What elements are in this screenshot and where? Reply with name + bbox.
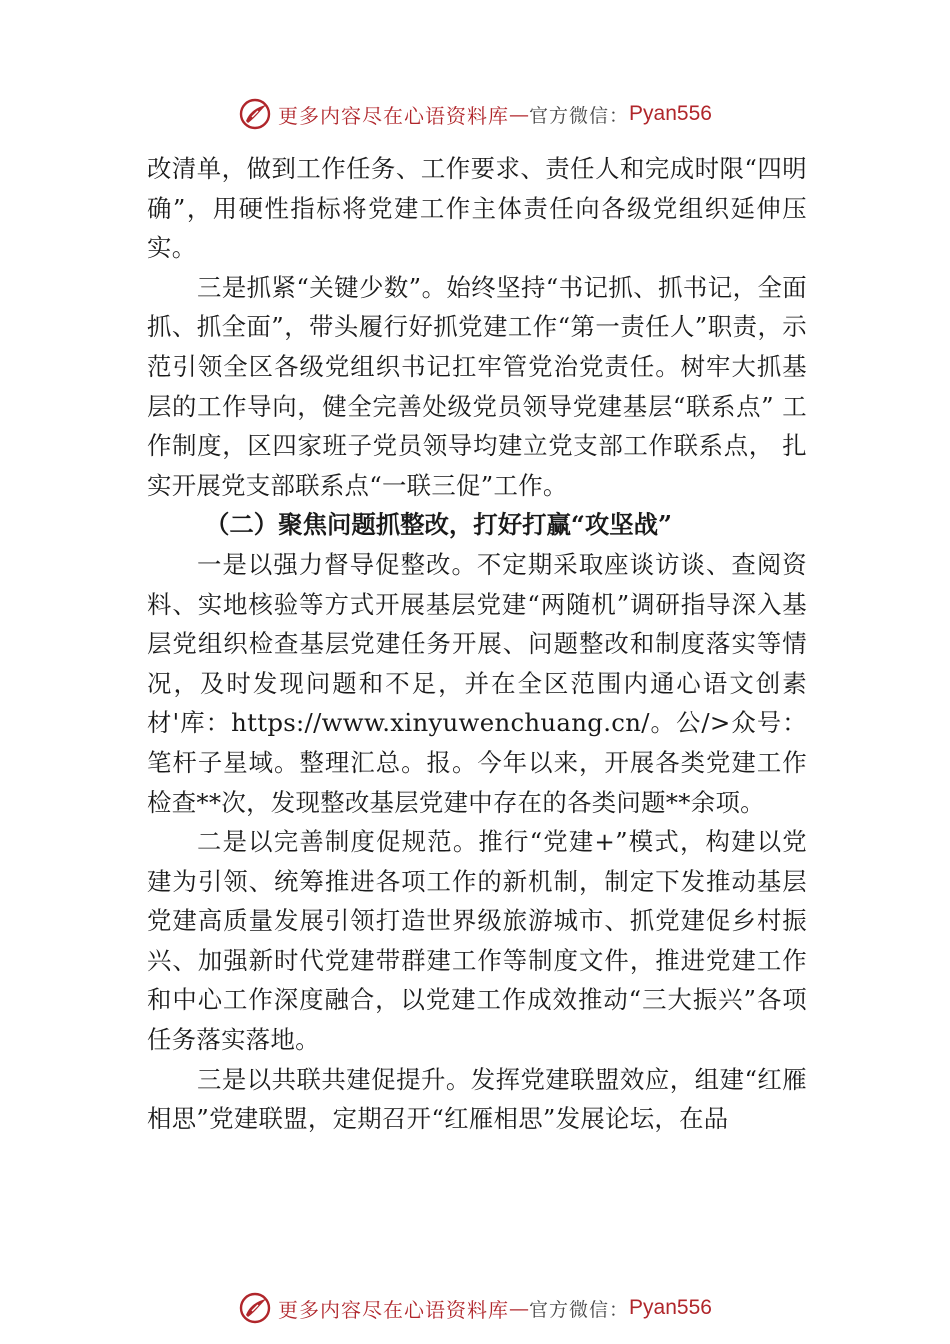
watermark-wechat-id: Pyan556	[629, 1296, 712, 1319]
watermark-brand: 更多内容尽在心语资料库	[278, 103, 510, 128]
brand-logo-icon	[238, 97, 272, 131]
paragraph-1: 改清单，做到工作任务、工作要求、责任人和完成时限“四明确”，用硬性指标将党建工作主体责任向各级党组织延伸压实。	[147, 154, 807, 263]
watermark-brand: 更多内容尽在心语资料库	[278, 1297, 510, 1322]
brand-logo-icon	[238, 1291, 272, 1325]
document-body	[147, 149, 807, 1139]
section-heading: （二）聚焦问题抓整改，打好打赢“攻坚战”	[205, 510, 673, 540]
watermark-separator: —	[509, 1296, 530, 1320]
paragraph-4: 二是以完善制度促规范。推行“党建+”模式，构建以党建为引领、统筹推进各项工作的新机制，制定下发推动基层党建高质量发展引领打造世界级旅游城市、抓党建促乡村振兴、加强新时代党建带群建工作等制度文件，推进党建工作和中心工作深度融合，以党建工作成效推动“三大振兴”各项任务落实落地。	[147, 827, 807, 1055]
paragraph-5: 三是以共联共建促提升。发挥党建联盟效应，组建“红雁相思”党建联盟，定期召开“红雁相思”发展论坛，在品	[147, 1064, 807, 1134]
watermark-wechat-id: Pyan556	[629, 102, 712, 125]
watermark-banner-top	[0, 94, 950, 134]
watermark-separator: —	[509, 102, 530, 126]
watermark-label: 官方微信：	[529, 104, 630, 127]
watermark-label: 官方微信：	[529, 1298, 630, 1321]
watermark-banner-bottom	[0, 1288, 950, 1328]
paragraph-2: 三是抓紧“关键少数”。始终坚持“书记抓、抓书记，全面抓、抓全面”，带头履行好抓党建工作“第一责任人”职责，示范引领全区各级党组织书记扛牢管党治党责任。树牢大抓基层的工作导向，健全完善处级党员领导党建基层“联系点” 工作制度，区四家班子党员领导均建立党支部工作联系点， 扎实开展党支部联系点“一联三促”工作。	[147, 272, 807, 500]
paragraph-3: 一是以强力督导促整改。不定期采取座谈访谈、查阅资料、实地核验等方式开展基层党建“两随机”调研指导深入基层党组织检查基层党建任务开展、问题整改和制度落实等情况，及时发现问题和不足，并在全区范围内通心语文创素材'库：https://www.xinyuwenchuang.cn/。公/>众号：笔杆子星域。整理汇总。报。今年以来，开展各类党建工作检查**次，发现整改基层党建中存在的各类问题**余项。	[147, 549, 807, 817]
